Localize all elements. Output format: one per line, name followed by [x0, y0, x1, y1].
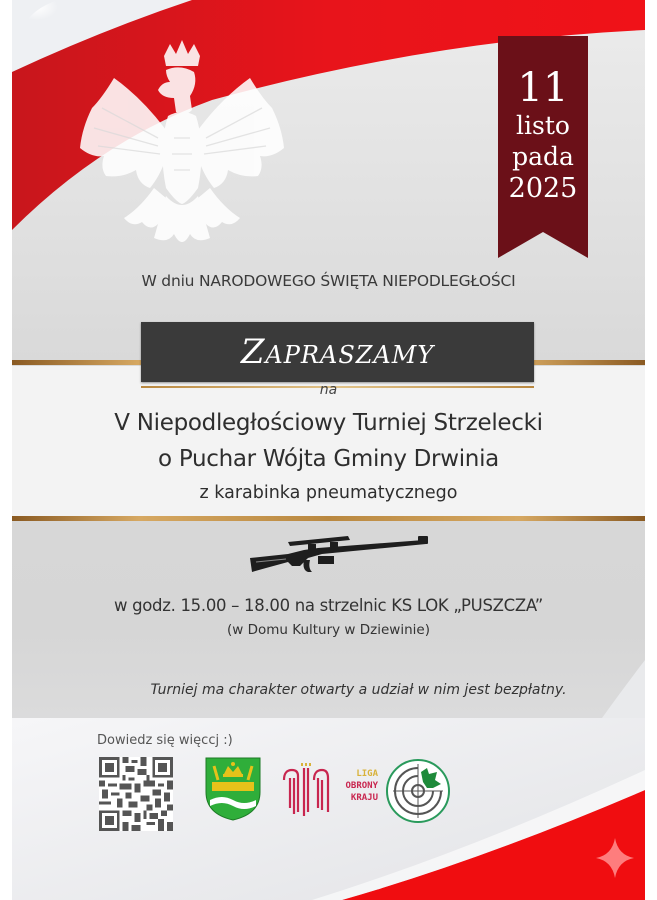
more-info-label: Dowiedz się więccj :) — [97, 733, 233, 748]
event-title-line3: z karabinka pneumatycznego — [199, 483, 458, 503]
event-title-line1: V Niepodległościowy Turniej Strzelecki — [114, 410, 543, 436]
polish-eagle-emblem — [62, 38, 302, 278]
intro-text: W dniu NARODOWEGO ŚWIĘTA NIEPODLEGŁOŚCI — [141, 272, 516, 290]
target-club-logo[interactable] — [385, 758, 451, 824]
lok-text-obrony: OBRONY — [345, 781, 378, 791]
connector-text: na — [319, 382, 338, 398]
ribbon-day: 11 — [517, 65, 569, 111]
headline-box — [141, 322, 534, 382]
sparkle-icon — [596, 838, 634, 878]
lok-text-liga: LIGA — [356, 769, 378, 779]
entry-note: Turniej ma charakter otwarty a udział w nim jest bezpłatny. — [150, 682, 567, 698]
ribbon-month-line2: pada — [512, 142, 574, 171]
ribbon-year: 2025 — [508, 173, 578, 204]
time-and-place: w godz. 15.00 – 18.00 na strzelnic KS LOK „PUSZCZA” — [113, 596, 544, 615]
event-poster — [12, 0, 645, 900]
rifle-icon — [248, 532, 430, 578]
venue-text: (w Domu Kultury w Dziewinie) — [227, 622, 430, 638]
ribbon-month-line1: listo — [516, 111, 570, 140]
event-title-line2: o Puchar Wójta Gminy Drwinia — [158, 446, 499, 472]
gold-divider-bottom — [12, 516, 645, 521]
date-ribbon — [498, 36, 588, 258]
gmina-crest[interactable] — [204, 756, 262, 822]
lok-logo-text — [330, 768, 378, 804]
qr-code[interactable] — [98, 757, 174, 831]
headline: Zapraszamy — [240, 332, 435, 372]
lok-text-kraju: KRAJU — [350, 793, 378, 803]
